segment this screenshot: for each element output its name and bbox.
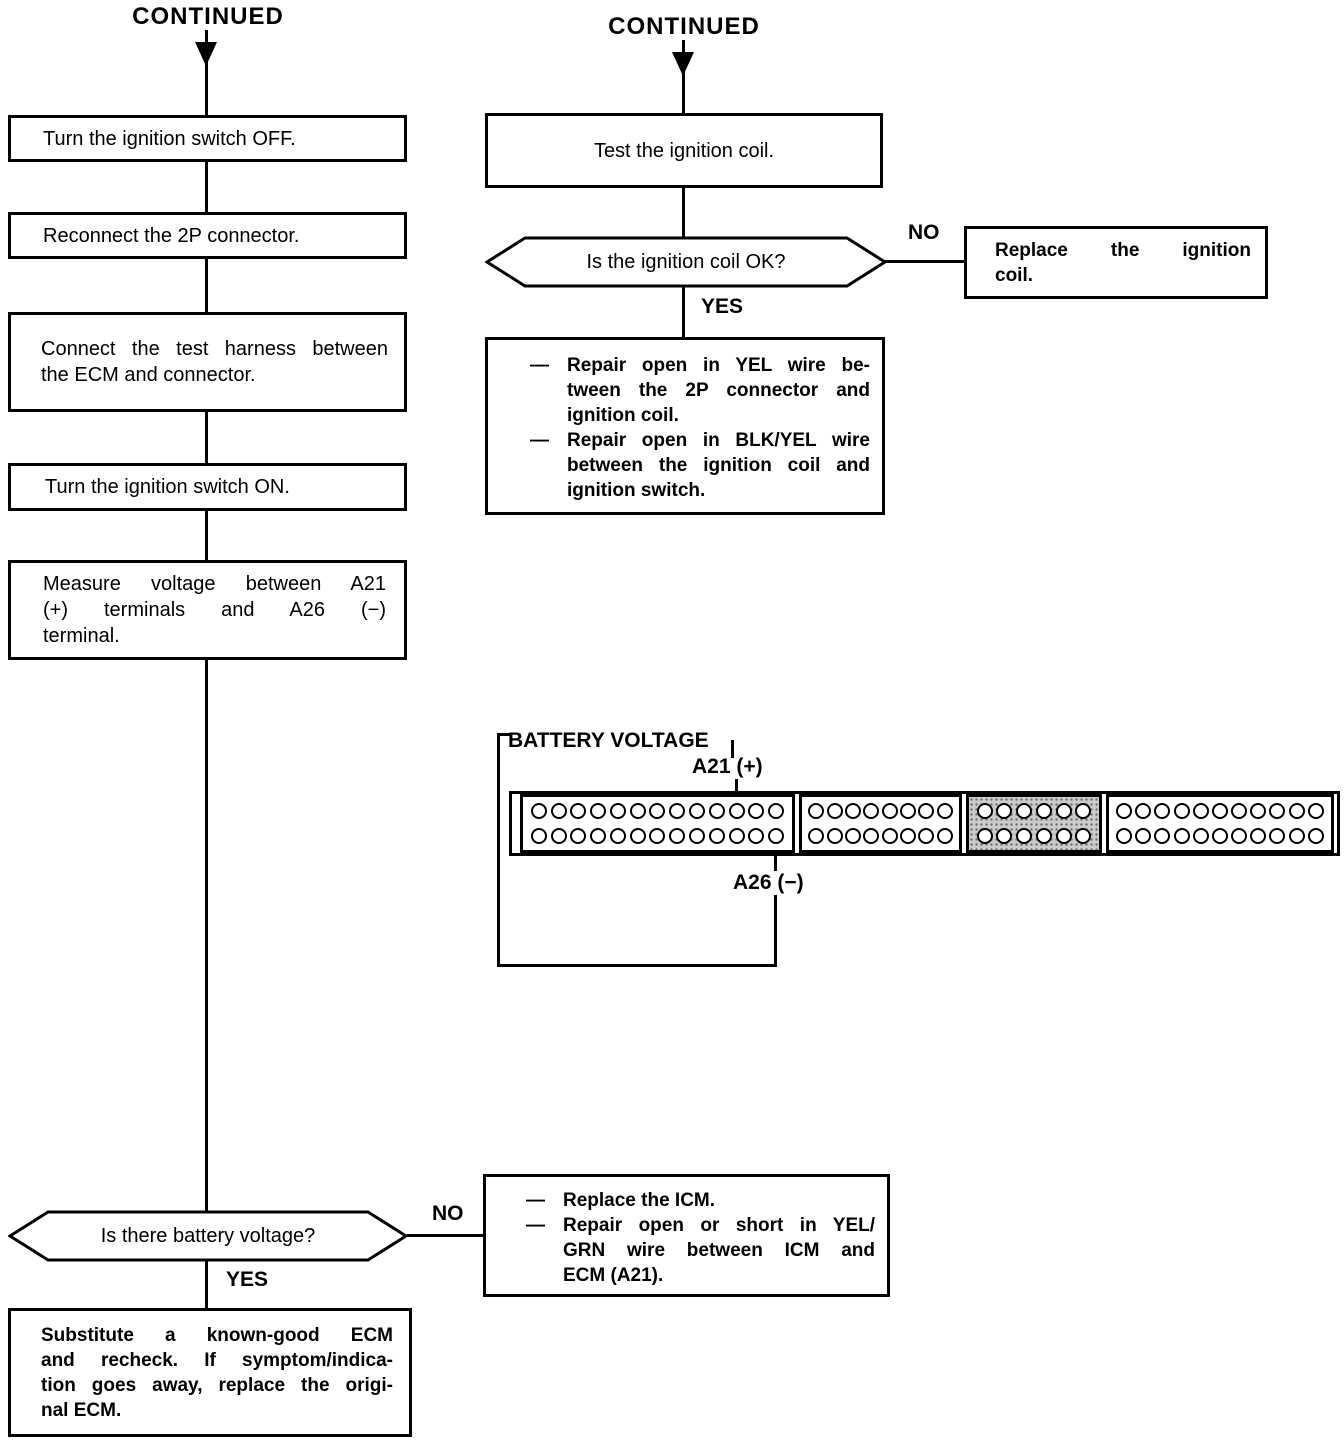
connector-pin-icon (590, 828, 606, 844)
meter-loop-left-line (497, 733, 500, 967)
result-repair-open-wires (485, 337, 885, 515)
connector-pin-icon (610, 803, 626, 819)
connector-pin-icon (570, 828, 586, 844)
connector-pin-icon (531, 803, 547, 819)
connector-pin-icon (1250, 803, 1266, 819)
connector-pin-icon (748, 803, 764, 819)
connector-pin-icon (1154, 828, 1170, 844)
connector-pin-icon (669, 803, 685, 819)
connector-pin-icon (1036, 828, 1052, 844)
text-line: the ECM and connector. (41, 364, 256, 386)
connector-pin-icon (863, 803, 879, 819)
bullet-item (530, 428, 870, 503)
connector-pin-icon (882, 828, 898, 844)
decision-ignition-coil-ok-text: Is the ignition coil OK? (586, 250, 786, 273)
text-line: ECM (A21). (563, 1265, 664, 1286)
decision-battery-voltage (8, 1210, 408, 1262)
text-line: Connect the test harness between (41, 338, 388, 360)
connector-pin-icon (1174, 803, 1190, 819)
connector-pin-icon (1174, 828, 1190, 844)
step-test-ignition-coil: Test the ignition coil. (485, 113, 883, 188)
connector-pin-icon (590, 803, 606, 819)
connector-pin-icon (630, 803, 646, 819)
text-line: and recheck. If symptom/indica- (41, 1349, 393, 1371)
text-line: Replace the ignition (995, 239, 1251, 261)
connector-pin-icon (551, 828, 567, 844)
text-line: ignition coil. (567, 405, 679, 426)
connector-pin-icon (1193, 803, 1209, 819)
connector-pin-icon (827, 803, 843, 819)
bullet-item (526, 1188, 875, 1213)
connector-pin-icon (630, 828, 646, 844)
connector-pin-icon (900, 803, 916, 819)
left-no-branch-line (407, 1234, 485, 1237)
decision-ignition-coil-ok (485, 236, 887, 288)
bullet-item (526, 1213, 875, 1288)
result-replace-ignition-coil (964, 226, 1268, 299)
bullet-text (567, 353, 870, 428)
connector-pin-icon (1075, 803, 1091, 819)
connector-pin-icon (1250, 828, 1266, 844)
connector-pin-icon (709, 803, 725, 819)
connector-pin-icon (689, 828, 705, 844)
connector-pin-icon (689, 803, 705, 819)
connector-pin-icon (1212, 828, 1228, 844)
connector-pin-icon (1231, 803, 1247, 819)
left-continued-label: CONTINUED (132, 3, 284, 30)
connector-pin-icon (1135, 803, 1151, 819)
text-line: terminal. (43, 625, 120, 647)
a26-pin-leader-line (774, 848, 777, 967)
right-no-branch-line (885, 260, 966, 263)
connector-pin-icon (768, 803, 784, 819)
bullet-text (563, 1213, 875, 1288)
bullet-dash-icon: — (530, 430, 549, 451)
connector-pin-icon (669, 828, 685, 844)
bullet-text (563, 1188, 875, 1213)
right-flow-line (682, 40, 685, 340)
connector-pin-row (973, 824, 1095, 849)
meter-loop-bottom-line (497, 964, 777, 967)
connector-pin-row (806, 824, 955, 849)
connector-pin-icon (709, 828, 725, 844)
text-line: GRN wire between ICM and (563, 1240, 875, 1261)
connector-pin-row (527, 824, 788, 849)
arrow-down-icon (672, 52, 694, 76)
result-substitute-ecm (8, 1308, 412, 1437)
right-continued-label: CONTINUED (608, 13, 760, 40)
text-line: tween the 2P connector and (567, 380, 870, 401)
connector-pin-icon (996, 803, 1012, 819)
connector-pin-icon (1308, 803, 1324, 819)
connector-pin-icon (531, 828, 547, 844)
connector-pin-icon (1269, 828, 1285, 844)
step-connect-test-harness (8, 312, 407, 412)
connector-pin-icon (1075, 828, 1091, 844)
connector-pin-icon (610, 828, 626, 844)
connector-pin-icon (649, 828, 665, 844)
connector-pin-icon (1056, 828, 1072, 844)
connector-pin-icon (1016, 828, 1032, 844)
connector-pin-icon (1116, 828, 1132, 844)
connector-pin-icon (729, 803, 745, 819)
connector-pin-icon (768, 828, 784, 844)
step-turn-ignition-off: Turn the ignition switch OFF. (8, 115, 407, 162)
connector-pin-icon (882, 803, 898, 819)
battery-voltage-caption: BATTERY VOLTAGE (508, 729, 709, 752)
connector-pin-icon (1036, 803, 1052, 819)
connector-pin-icon (996, 828, 1012, 844)
connector-pin-icon (827, 828, 843, 844)
connector-pin-row (806, 799, 955, 824)
text-line: Substitute a known-good ECM (41, 1324, 393, 1346)
text-line: between the ignition coil and (567, 455, 870, 476)
text-line: Replace the ICM. (563, 1190, 716, 1211)
text-line: Measure voltage between A21 (43, 573, 386, 595)
connector-pin-icon (748, 828, 764, 844)
step-turn-ignition-on: Turn the ignition switch ON. (8, 463, 407, 511)
text-line: ignition switch. (567, 480, 706, 501)
connector-section-1 (520, 794, 795, 853)
connector-pin-icon (863, 828, 879, 844)
connector-pin-icon (1056, 803, 1072, 819)
text-line: Repair open in YEL wire be- (567, 355, 870, 376)
connector-pin-icon (1212, 803, 1228, 819)
connector-pin-icon (1231, 828, 1247, 844)
text-line: Repair open or short in YEL/ (563, 1215, 875, 1236)
decision-battery-voltage-text: Is there battery voltage? (100, 1224, 316, 1247)
connector-pin-icon (845, 803, 861, 819)
connector-pin-icon (729, 828, 745, 844)
text-line: coil. (995, 264, 1034, 286)
connector-pin-icon (918, 803, 934, 819)
connector-pin-row (973, 799, 1095, 824)
bullet-text (567, 428, 870, 503)
text-line: (+) terminals and A26 (−) (43, 599, 386, 621)
connector-section-2 (799, 794, 962, 853)
yes-branch-label: YES (226, 1268, 269, 1291)
connector-pin-icon (937, 828, 953, 844)
connector-section-3 (966, 794, 1102, 853)
connector-pin-icon (808, 803, 824, 819)
a21-pin-label: A21 (+) (692, 755, 763, 778)
connector-pin-icon (551, 803, 567, 819)
connector-pin-icon (1269, 803, 1285, 819)
arrow-down-icon (195, 42, 217, 66)
connector-pin-icon (1116, 803, 1132, 819)
no-branch-label: NO (432, 1202, 464, 1225)
connector-pin-icon (1154, 803, 1170, 819)
bullet-dash-icon: — (526, 1190, 545, 1211)
a26-pin-label: A26 (−) (729, 871, 808, 895)
connector-pin-icon (977, 828, 993, 844)
connector-pin-icon (977, 803, 993, 819)
bullet-item (530, 353, 870, 428)
text-line: tion goes away, replace the origi- (41, 1374, 393, 1396)
text-line: nal ECM. (41, 1399, 122, 1421)
connector-pin-icon (1135, 828, 1151, 844)
connector-pin-icon (900, 828, 916, 844)
no-branch-label: NO (908, 221, 940, 244)
connector-pin-icon (1308, 828, 1324, 844)
connector-pin-icon (808, 828, 824, 844)
yes-branch-label: YES (701, 295, 744, 318)
connector-pin-icon (1193, 828, 1209, 844)
text-line: Repair open in BLK/YEL wire (567, 430, 870, 451)
step-reconnect-2p-connector: Reconnect the 2P connector. (8, 212, 407, 259)
step-measure-voltage (8, 560, 407, 660)
bullet-dash-icon: — (530, 355, 549, 376)
connector-pin-icon (918, 828, 934, 844)
connector-pin-row (527, 799, 788, 824)
connector-pin-icon (1016, 803, 1032, 819)
connector-pin-row (1113, 799, 1327, 824)
result-replace-icm (483, 1174, 890, 1297)
connector-section-4 (1106, 794, 1334, 853)
connector-pin-icon (845, 828, 861, 844)
bullet-dash-icon: — (526, 1215, 545, 1236)
connector-pin-icon (570, 803, 586, 819)
connector-pin-icon (1289, 828, 1305, 844)
connector-pin-icon (1289, 803, 1305, 819)
connector-pin-row (1113, 824, 1327, 849)
connector-pin-icon (937, 803, 953, 819)
connector-pin-icon (649, 803, 665, 819)
